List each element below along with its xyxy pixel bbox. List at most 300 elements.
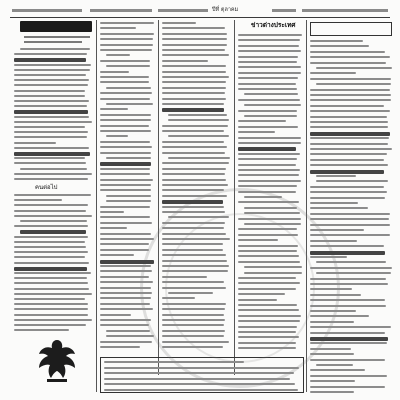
body-text-line (238, 39, 300, 41)
body-text-line (238, 137, 301, 139)
body-text-line (14, 277, 87, 279)
body-text-line (310, 267, 392, 269)
body-text-line (238, 315, 301, 317)
body-text-line (14, 173, 92, 175)
body-text-line (14, 246, 86, 248)
body-text-line (238, 293, 285, 295)
body-text-line (238, 126, 298, 128)
body-text-line (310, 110, 390, 112)
body-text-line (310, 353, 354, 355)
body-text-line (310, 342, 387, 344)
body-text-line (100, 206, 150, 208)
body-text-line (162, 335, 224, 337)
body-text-line (100, 179, 153, 181)
body-text-line (244, 266, 302, 268)
body-text-line (100, 265, 151, 267)
header-rule (10, 17, 390, 18)
body-text-line (100, 119, 151, 121)
body-text-line (310, 137, 389, 139)
body-text-line (100, 168, 150, 170)
body-text-line (162, 27, 225, 29)
body-text-line (310, 218, 389, 220)
body-text-line (162, 189, 224, 191)
body-text-line (14, 142, 56, 144)
body-text-line (106, 335, 154, 337)
body-text-line (244, 93, 298, 95)
body-text-line (100, 71, 129, 73)
column-subheading (162, 108, 224, 112)
body-text-line (162, 103, 224, 105)
body-text-line (162, 330, 225, 332)
body-text-line (100, 303, 150, 305)
header-month: ตุลาคม (220, 7, 239, 13)
body-text-line (238, 56, 298, 58)
body-text-line (238, 83, 296, 85)
body-text-line (162, 260, 227, 262)
body-text-line (310, 391, 354, 393)
body-text-line (14, 262, 89, 264)
body-text-line (310, 78, 391, 80)
body-text-line (106, 54, 130, 56)
body-text-line (238, 131, 275, 133)
body-text-line (162, 297, 195, 299)
column-4-heading: ข่าวต่างประเทศ (251, 21, 296, 29)
column-rule (306, 20, 307, 392)
body-text-line (238, 77, 298, 79)
body-text-line (100, 211, 124, 213)
column-subheading (310, 132, 390, 136)
body-text-line (316, 67, 392, 69)
body-text-line (14, 199, 62, 201)
body-text-line (100, 130, 151, 132)
body-text-line (162, 314, 224, 316)
body-text-line (238, 326, 297, 328)
body-text-line (14, 116, 89, 118)
body-text-line (310, 89, 390, 91)
body-text-line (168, 292, 213, 294)
body-text-line (238, 288, 296, 290)
body-text-line (106, 103, 153, 105)
body-text-line (168, 135, 229, 137)
body-text-line (100, 184, 151, 186)
body-text-line (162, 249, 223, 251)
masthead-subline (24, 36, 90, 38)
body-text-line (238, 45, 299, 47)
body-text-line (162, 98, 226, 100)
body-text-line (104, 361, 244, 363)
body-text-line (238, 158, 297, 160)
body-text-line (238, 201, 299, 203)
body-text-line (310, 256, 347, 258)
body-text-line (100, 227, 127, 229)
body-text-line (14, 100, 89, 102)
body-text-line (238, 239, 278, 241)
body-text-line (162, 38, 227, 40)
body-text-line (14, 256, 85, 258)
column-rule (234, 20, 235, 375)
body-text-line (20, 220, 87, 222)
body-text-line (14, 215, 92, 217)
header-date-prefix: ปีที่ (212, 7, 220, 13)
body-text-line (14, 162, 86, 164)
body-text-line (238, 255, 299, 257)
body-text-line (244, 207, 297, 209)
body-text-line (238, 228, 297, 230)
header-text-line (272, 9, 296, 12)
body-text-line (162, 211, 225, 213)
body-text-line (14, 131, 88, 133)
body-text-line (100, 141, 150, 143)
body-text-line (14, 329, 69, 331)
body-text-line (104, 378, 290, 380)
column-rule (96, 20, 97, 392)
body-text-line (310, 288, 352, 290)
body-text-line (162, 195, 227, 197)
body-text-line (100, 233, 151, 235)
body-text-line (100, 98, 150, 100)
body-text-line (162, 346, 223, 348)
column-subheading (14, 152, 90, 156)
body-text-line (162, 341, 229, 343)
body-text-line (14, 105, 87, 107)
body-text-line (238, 320, 300, 322)
right-top-box (310, 22, 392, 36)
body-text-line (14, 64, 91, 66)
body-text-line (162, 184, 228, 186)
body-text-line (100, 243, 149, 245)
body-text-line (310, 72, 356, 74)
body-text-line (162, 152, 225, 154)
body-text-line (244, 196, 282, 198)
body-text-line (100, 281, 153, 283)
column-subheading (100, 162, 151, 166)
body-text-line (238, 164, 296, 166)
body-text-line (100, 249, 149, 251)
body-text-line (238, 66, 301, 68)
column-subheading (20, 230, 86, 234)
masthead (20, 21, 92, 32)
body-text-line (162, 162, 229, 164)
body-text-line (100, 287, 151, 289)
body-text-line (100, 276, 149, 278)
body-text-line (316, 364, 353, 366)
column-subheading (310, 251, 385, 255)
body-text-line (310, 159, 384, 161)
body-text-line (316, 272, 391, 274)
body-text-line (100, 173, 150, 175)
body-text-line (162, 254, 226, 256)
body-text-line (238, 34, 302, 36)
body-text-line (238, 169, 300, 171)
column-subheading (14, 58, 86, 62)
body-text-line (310, 299, 385, 301)
body-text-line (310, 164, 388, 166)
body-text-line (14, 136, 87, 138)
body-text-line (100, 297, 151, 299)
page-header (12, 5, 390, 16)
body-text-line (100, 27, 136, 29)
body-text-line (310, 116, 387, 118)
body-text-line (310, 375, 387, 377)
body-text-line (310, 294, 361, 296)
body-text-line (310, 315, 369, 317)
body-text-line (100, 346, 140, 348)
body-text-line (168, 119, 229, 121)
body-text-line (100, 222, 152, 224)
body-text-line (310, 310, 356, 312)
body-text-line (310, 148, 392, 150)
body-text-line (168, 216, 229, 218)
body-text-line (14, 298, 85, 300)
body-text-line (100, 270, 152, 272)
body-text-line (14, 95, 85, 97)
body-text-line (100, 33, 154, 35)
body-text-line (14, 293, 92, 295)
body-text-line (100, 324, 149, 326)
body-text-line (100, 189, 151, 191)
body-text-line (162, 238, 230, 240)
body-text-line (14, 74, 86, 76)
body-text-line (100, 22, 154, 24)
body-text-line (162, 319, 225, 321)
body-text-line (14, 178, 88, 180)
body-text-line (238, 336, 299, 338)
body-text-line (14, 157, 85, 159)
body-text-line (310, 386, 385, 388)
body-text-line (310, 143, 388, 145)
body-text-line (244, 212, 300, 214)
body-text-line (238, 99, 300, 101)
body-text-line (14, 121, 92, 123)
body-text-line (14, 308, 88, 310)
body-text-line (310, 369, 365, 371)
body-text-line (100, 341, 152, 343)
body-text-line (238, 299, 277, 301)
body-text-line (162, 287, 226, 289)
body-text-line (162, 168, 226, 170)
body-text-line (14, 84, 88, 86)
body-text-line (316, 175, 356, 177)
column-subheading (14, 110, 88, 114)
body-text-line (316, 261, 386, 263)
body-text-line (238, 342, 296, 344)
column-left-label: คนต่อไป (35, 184, 58, 191)
body-text-line (100, 238, 154, 240)
body-text-line (100, 108, 128, 110)
body-text-line (310, 234, 390, 236)
masthead-subline (24, 41, 82, 43)
body-text-line (162, 173, 225, 175)
body-text-line (14, 288, 89, 290)
body-text-line (106, 200, 151, 202)
body-text-line (162, 54, 229, 56)
body-text-line (100, 216, 150, 218)
body-text-line (106, 195, 151, 197)
body-text-line (14, 324, 86, 326)
body-text-line (106, 65, 150, 67)
body-text-line (14, 314, 88, 316)
body-text-line (310, 45, 369, 47)
body-text-line (162, 243, 223, 245)
body-text-line (238, 88, 297, 90)
body-text-line (162, 125, 228, 127)
body-text-line (162, 76, 229, 78)
body-text-line (238, 245, 298, 247)
body-text-line (310, 191, 387, 193)
body-text-line (104, 372, 294, 374)
body-text-line (162, 270, 228, 272)
body-text-line (162, 222, 225, 224)
body-text-line (20, 48, 90, 50)
body-text-line (106, 330, 150, 332)
body-text-line (310, 202, 358, 204)
body-text-line (238, 261, 300, 263)
body-text-line (310, 278, 386, 280)
body-text-line (162, 179, 226, 181)
body-text-line (310, 99, 391, 101)
column-subheading (310, 337, 388, 341)
body-text-line (100, 76, 149, 78)
body-text-line (310, 321, 354, 323)
body-text-line (238, 234, 298, 236)
body-text-line (244, 115, 297, 117)
body-text-line (162, 141, 224, 143)
body-text-line (14, 251, 88, 253)
body-text-line (162, 44, 227, 46)
body-text-line (162, 60, 208, 62)
body-text-line (238, 72, 301, 74)
body-text-line (238, 142, 301, 144)
body-text-line (310, 126, 388, 128)
body-text-line (238, 218, 301, 220)
body-text-line (310, 245, 384, 247)
body-text-line (316, 180, 388, 182)
body-text-line (100, 292, 152, 294)
body-text-line (14, 69, 90, 71)
body-text-line (162, 276, 207, 278)
column-subheading (310, 170, 384, 174)
body-text-line (238, 174, 299, 176)
body-text-line (310, 359, 385, 361)
body-text-line (310, 207, 368, 209)
body-text-line (100, 44, 153, 46)
column-subheading (14, 267, 87, 271)
body-text-line (106, 87, 151, 89)
body-text-line (162, 206, 224, 208)
body-text-line (162, 33, 227, 35)
body-text-line (238, 191, 296, 193)
body-text-line (14, 194, 91, 196)
body-text-line (238, 180, 301, 182)
body-text-line (310, 283, 388, 285)
body-text-line (238, 110, 297, 112)
body-text-line (162, 308, 225, 310)
body-text-line (310, 105, 384, 107)
body-text-line (238, 185, 297, 187)
body-text-line (168, 157, 230, 159)
body-text-line (310, 348, 351, 350)
body-text-line (100, 92, 152, 94)
body-text-line (310, 51, 385, 53)
body-text-line (244, 223, 301, 225)
body-text-line (310, 40, 363, 42)
body-text-line (14, 225, 88, 227)
body-text-line (100, 38, 153, 40)
body-text-line (162, 71, 226, 73)
body-text-line (310, 380, 355, 382)
header-date (212, 5, 238, 16)
body-text-line (100, 49, 152, 51)
body-text-line (244, 104, 301, 106)
body-text-line (14, 282, 88, 284)
body-text-line (162, 81, 226, 83)
body-text-line (14, 204, 88, 206)
column-rule (158, 20, 159, 375)
column-subheading (162, 200, 223, 204)
body-text-line (310, 121, 388, 123)
body-text-line (100, 254, 134, 256)
body-text-line (238, 153, 300, 155)
body-text-line (162, 87, 226, 89)
body-text-line (100, 319, 151, 321)
body-text-line (162, 65, 226, 67)
body-text-line (310, 240, 357, 242)
body-text-line (14, 126, 85, 128)
header-text-line (158, 9, 208, 12)
body-text-line (14, 236, 88, 238)
body-text-line (100, 125, 149, 127)
body-text-line (310, 197, 385, 199)
body-text-line (162, 92, 225, 94)
body-text-line (100, 146, 152, 148)
body-text-line (14, 53, 87, 55)
body-text-line (14, 210, 86, 212)
body-text-line (162, 146, 227, 148)
body-text-line (238, 61, 297, 63)
body-text-line (310, 224, 390, 226)
body-text-line (310, 213, 390, 215)
body-text-line (162, 130, 224, 132)
body-text-line (100, 114, 151, 116)
body-text-line (310, 332, 385, 334)
body-text-line (316, 83, 391, 85)
body-text-line (162, 303, 226, 305)
header-text-line (302, 9, 388, 12)
body-text-line (162, 22, 196, 24)
body-text-line (238, 309, 299, 311)
body-text-line (310, 326, 391, 328)
body-text-line (238, 282, 300, 284)
body-text-line (100, 152, 151, 154)
body-text-line (238, 250, 297, 252)
body-text-line (100, 314, 131, 316)
body-text-line (100, 81, 149, 83)
body-text-line (106, 157, 151, 159)
column-subheading (238, 147, 296, 151)
body-text-line (162, 49, 225, 51)
header-text-line (12, 9, 82, 12)
body-text-line (14, 90, 85, 92)
body-text-line (100, 308, 153, 310)
body-text-line (14, 241, 85, 243)
column-subheading (100, 260, 154, 264)
body-text-line (104, 389, 298, 391)
body-text-line (310, 56, 390, 58)
body-text-line (14, 272, 91, 274)
body-text-line (310, 94, 391, 96)
header-text-line (90, 9, 152, 12)
body-text-line (238, 50, 301, 52)
